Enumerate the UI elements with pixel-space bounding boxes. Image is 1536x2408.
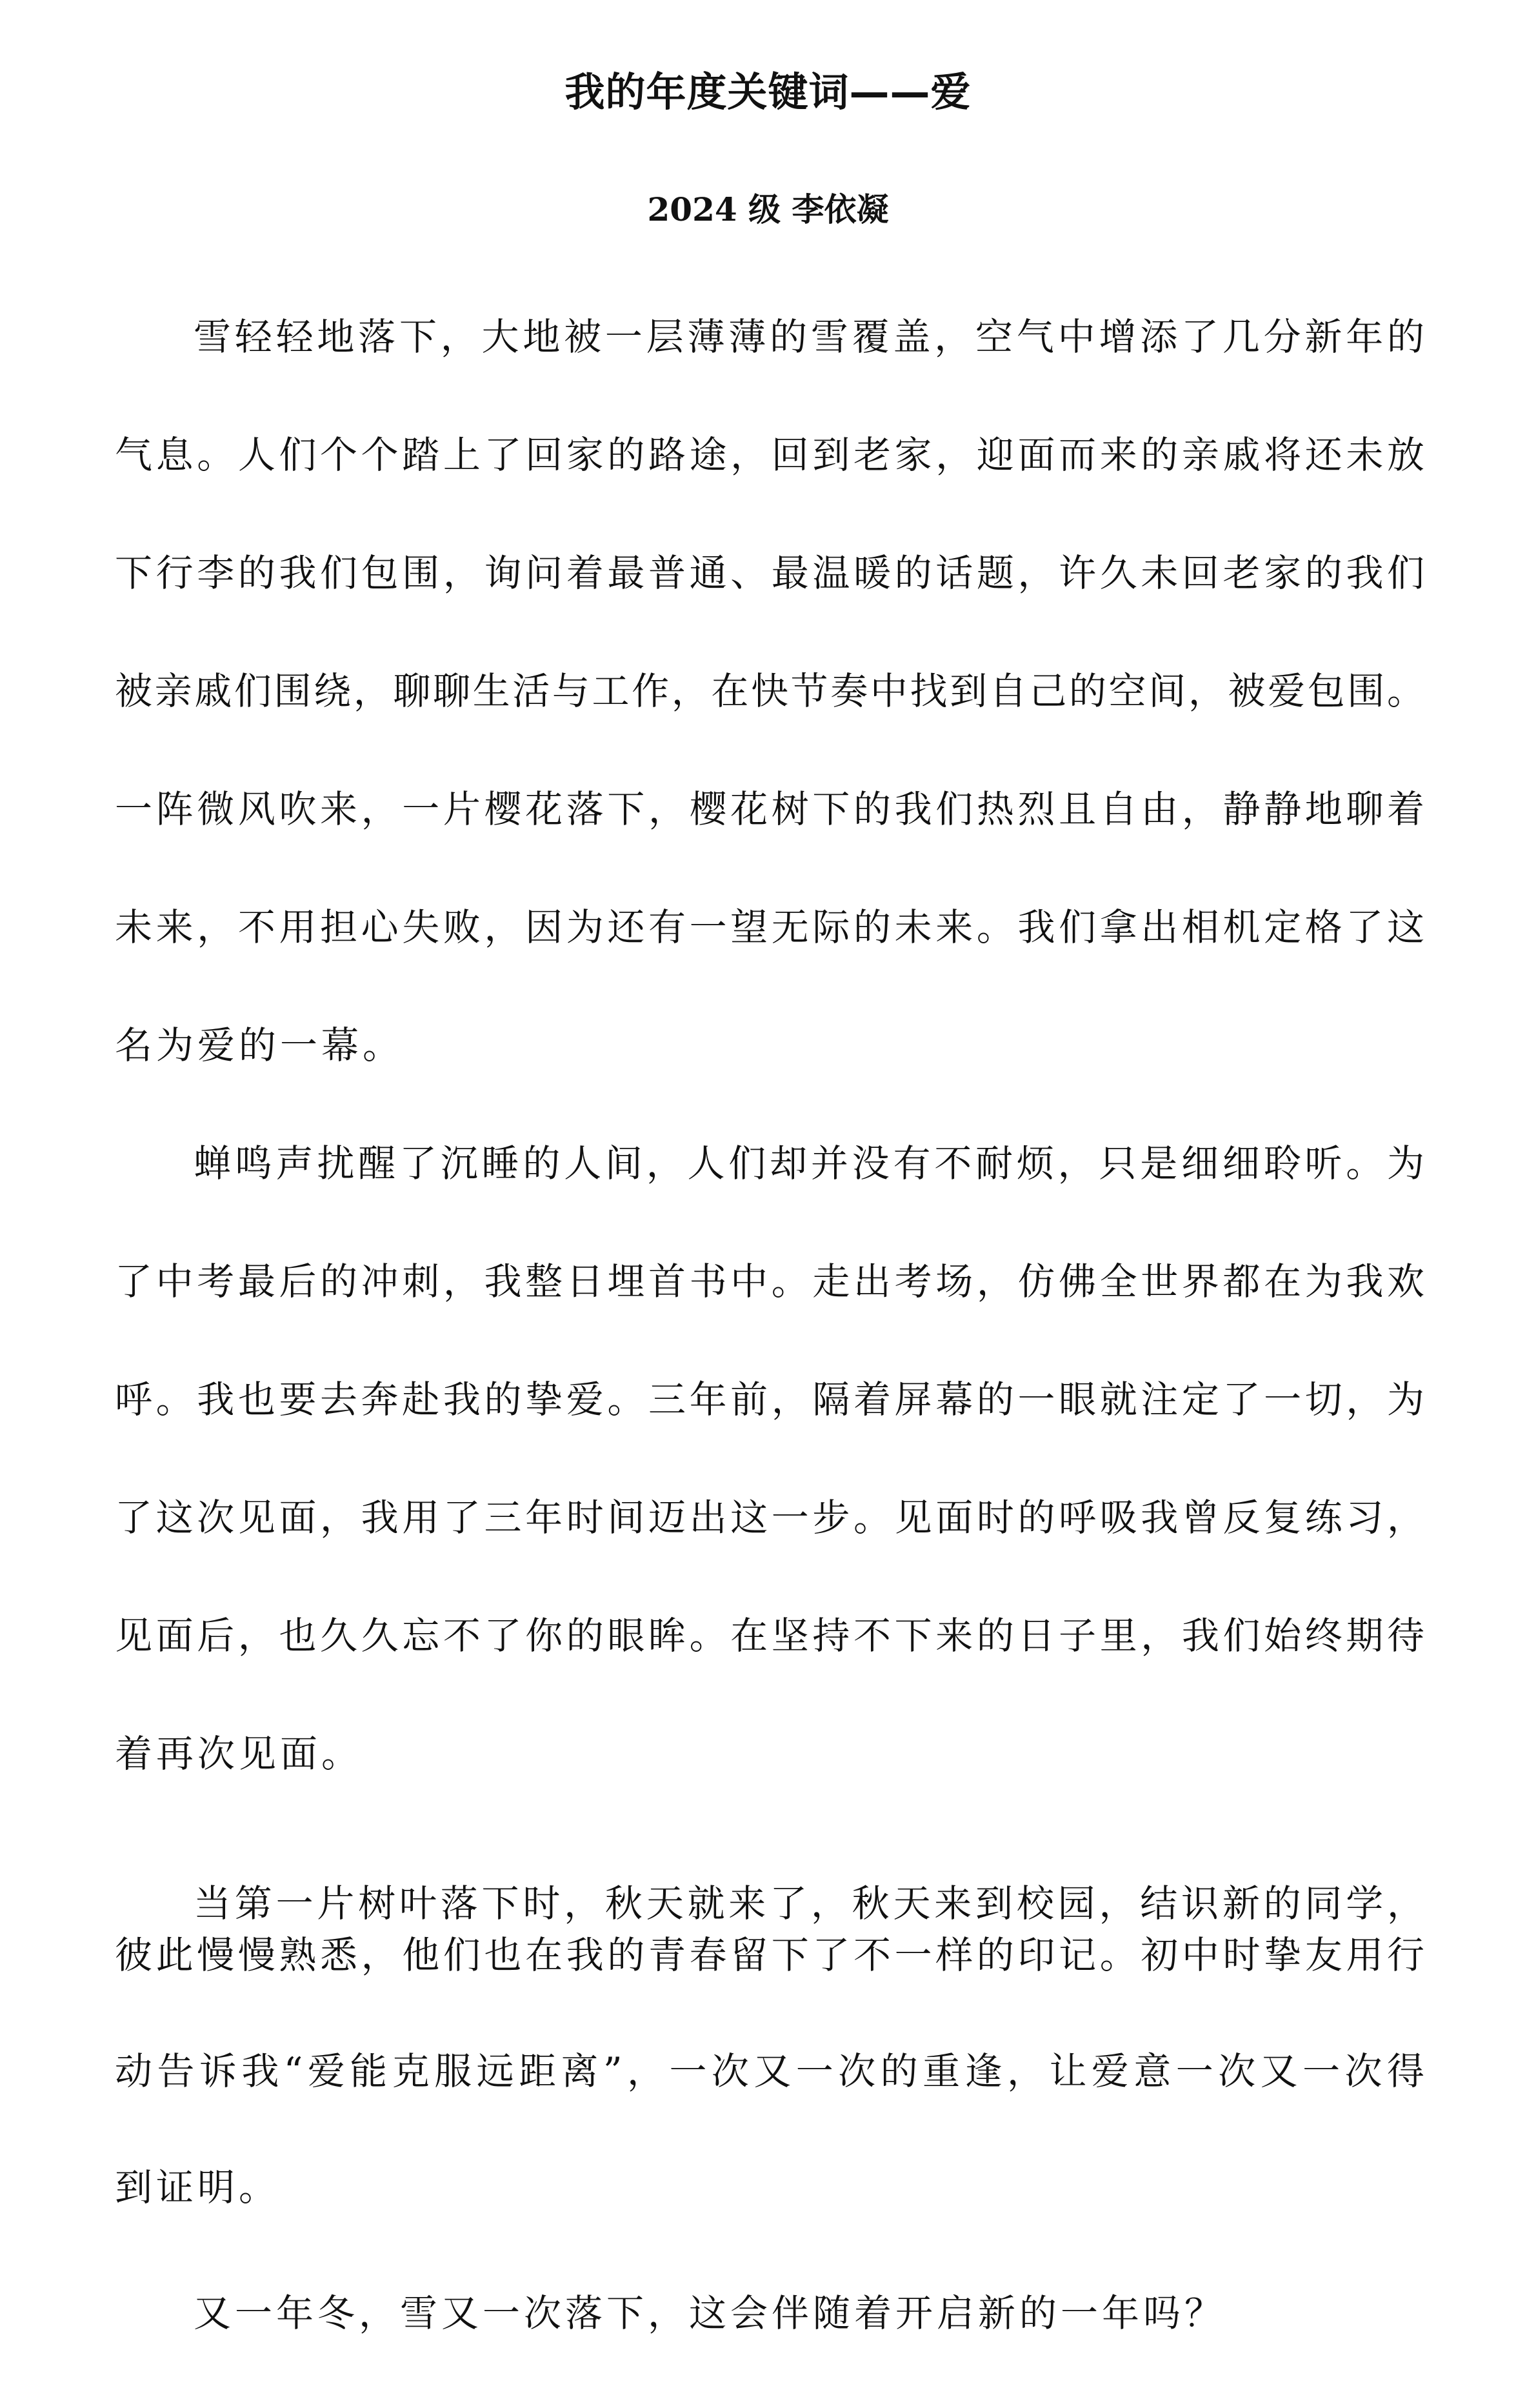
paragraph-3-line-4: 到证明。 [115, 2165, 281, 2209]
page-title: 我的年度关键词——爱 [564, 68, 972, 115]
paragraph-1-line-1: 雪轻轻地落下，大地被一层薄薄的雪覆盖，空气中增添了几分新年的 [194, 315, 1424, 359]
paragraph-2-line-3: 呼。我也要去奔赴我的挚爱。三年前，隔着屏幕的一眼就注定了一切，为 [115, 1378, 1424, 1421]
paragraph-1-line-5: 一阵微风吹来，一片樱花落下，樱花树下的我们热烈且自由，静静地聊着 [115, 787, 1424, 831]
paragraph-2-line-6: 着再次见面。 [115, 1732, 363, 1776]
paragraph-1-line-4: 被亲戚们围绕，聊聊生活与工作，在快节奏中找到自己的空间，被爱包围。 [115, 669, 1424, 713]
paragraph-1-line-7: 名为爱的一幕。 [115, 1023, 404, 1067]
paragraph-1-line-2: 气息。人们个个踏上了回家的路途，回到老家，迎面而来的亲戚将还未放 [115, 433, 1424, 477]
paragraph-2-line-2: 了中考最后的冲刺，我整日埋首书中。走出考场，仿佛全世界都在为我欢 [115, 1259, 1424, 1303]
paragraph-3-line-1: 当第一片树叶落下时，秋天就来了，秋天来到校园，结识新的同学， [194, 1881, 1424, 1925]
paragraph-2-line-1: 蝉鸣声扰醒了沉睡的人间，人们却并没有不耐烦，只是细细聆听。为 [194, 1141, 1424, 1185]
paragraph-3-line-3: 动告诉我“爱能克服远距离”，一次又一次的重逢，让爱意一次又一次得 [115, 2049, 1424, 2093]
paragraph-2-line-4: 了这次见面，我用了三年时间迈出这一步。见面时的呼吸我曾反复练习， [115, 1496, 1424, 1540]
author-line: 2024 级 李依凝 [647, 190, 889, 228]
paragraph-1-line-3: 下行李的我们包围，询问着最普通、最温暖的话题，许久未回老家的我们 [115, 551, 1424, 595]
paragraph-3-line-2: 彼此慢慢熟悉，他们也在我的青春留下了不一样的印记。初中时挚友用行 [115, 1933, 1424, 1977]
paragraph-4-line-1: 又一年冬，雪又一次落下，这会伴随着开启新的一年吗？ [194, 2291, 1226, 2335]
paragraph-2-line-5: 见面后，也久久忘不了你的眼眸。在坚持不下来的日子里，我们始终期待 [115, 1614, 1424, 1658]
paragraph-1-line-6: 未来，不用担心失败，因为还有一望无际的未来。我们拿出相机定格了这 [115, 905, 1424, 949]
